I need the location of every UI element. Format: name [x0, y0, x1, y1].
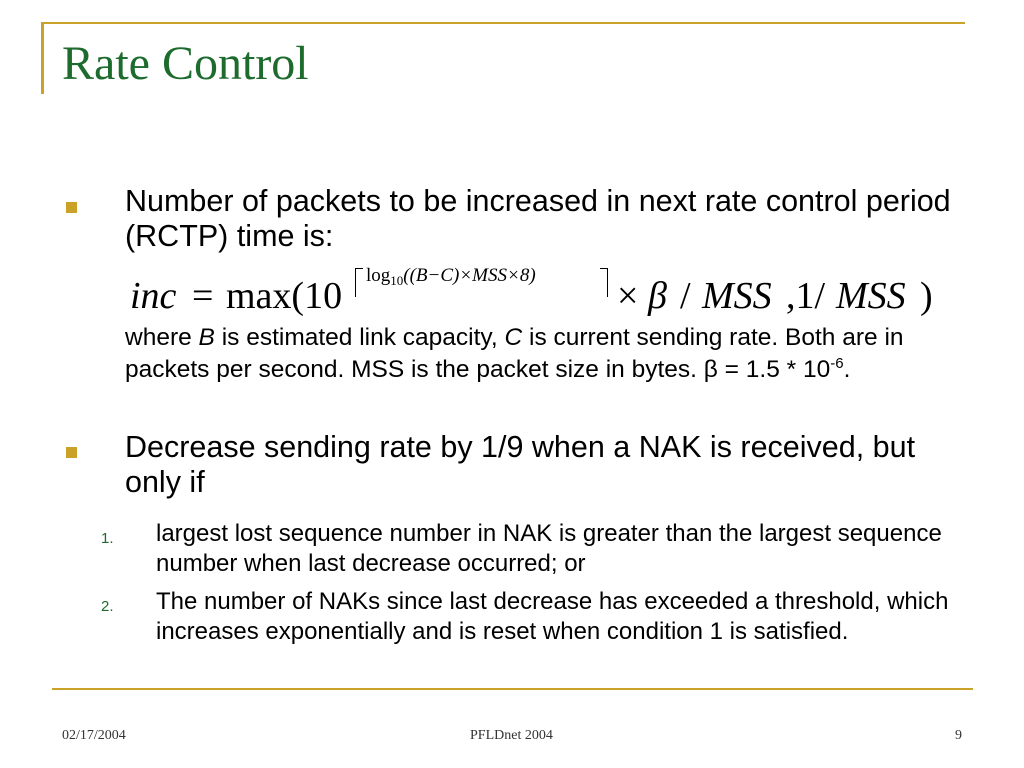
- desc-end: .: [843, 356, 851, 383]
- formula-exponent: [366, 266, 536, 287]
- ceiling-right-bracket: [600, 268, 608, 297]
- desc-c-var: C: [504, 324, 523, 351]
- desc-where: where: [125, 324, 192, 351]
- desc-b-text: is estimated link capacity,: [221, 324, 498, 351]
- footer-date: 02/17/2004: [62, 728, 126, 743]
- frame-vertical-line: [41, 22, 44, 94]
- footer-title: PFLDnet 2004: [470, 728, 553, 743]
- formula-close: ): [920, 275, 933, 317]
- formula-max: max(10: [226, 275, 343, 317]
- formula-equals: =: [192, 275, 214, 317]
- desc-b-var: B: [198, 324, 215, 351]
- ceiling-left-bracket: [355, 268, 363, 297]
- frame-top-line: [41, 22, 965, 24]
- exponent-base: 10: [390, 273, 404, 288]
- formula-mss: MSS: [702, 275, 772, 317]
- formula-times: ×: [617, 275, 639, 317]
- exponent-log: log: [366, 265, 391, 286]
- condition-text-2: The number of NAKs since last decrease has exceeded a threshold, which increases exponentially and is reset when condition 1 is satisfied.: [156, 588, 949, 645]
- condition-number-2: 2.: [101, 598, 114, 615]
- bullet-text-1: Number of packets to be increased in next rate control period (RCTP) time is:: [125, 184, 951, 253]
- formula-description: [125, 322, 975, 386]
- formula-mss-2: MSS: [836, 275, 906, 317]
- formula-slash: /: [680, 275, 691, 317]
- formula-beta: β: [648, 275, 667, 317]
- footer-divider-line: [52, 688, 973, 690]
- formula-inc: inc: [130, 275, 177, 317]
- bullet-square-icon: [66, 202, 77, 213]
- desc-c-text: is current sending rate. Both are in packets per second. MSS is the packet size in bytes. β = 1.5 * 10: [125, 324, 904, 383]
- slide-title: Rate Control: [62, 37, 309, 90]
- condition-text-1: largest lost sequence number in NAK is greater than the largest sequence number when last decrease occurred; or: [156, 520, 942, 577]
- exponent-arg: ((B−C)×MSS×8): [403, 265, 536, 286]
- bullet-text-2: Decrease sending rate by 1/9 when a NAK is received, but only if: [125, 430, 916, 499]
- formula-comma-one: ,1/: [786, 275, 826, 317]
- desc-exponent: -6: [830, 354, 844, 372]
- condition-number-1: 1.: [101, 530, 114, 547]
- page-number: 9: [955, 728, 962, 743]
- bullet-square-icon: [66, 447, 77, 458]
